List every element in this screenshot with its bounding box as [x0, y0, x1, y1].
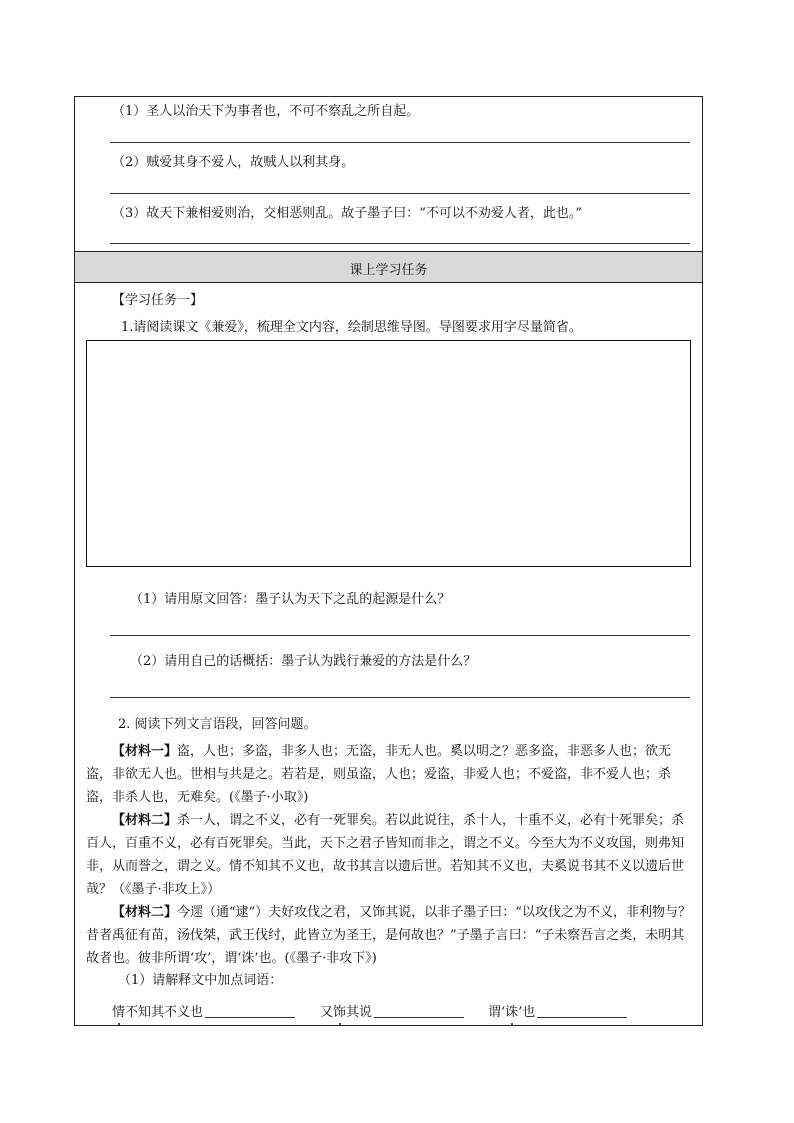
- material-1-text: 盗，人也；多盗，非多人也；无盗，非无人也。奚以明之？恶多盗，非恶多人也；欲无盗，非欲无人也。世相与共是之。若若是，则虽盗，人也；爱盗，非爱人也；不爱盗，非不爱人也；杀盗，非杀人也，无难矣。(《墨子·小取》): [86, 744, 672, 805]
- material-1: [86, 740, 692, 809]
- answer-line-3[interactable]: [110, 243, 690, 244]
- fill-item-1: [112, 1004, 295, 1021]
- fill-item-1-dotted-word: 情: [112, 1005, 126, 1020]
- fill-item-2-after: 其说: [346, 1005, 373, 1020]
- material-1-label: 【材料一】: [112, 744, 178, 759]
- fill-item-2: [320, 1004, 464, 1021]
- fill-blank-1[interactable]: [205, 1004, 295, 1018]
- fill-item-2-dotted-word: 饰: [333, 1005, 347, 1020]
- task1-question-2: （2）请用自己的话概括：墨子认为践行兼爱的方法是什么？: [130, 654, 477, 669]
- task1-instruction: 1.请阅读课文《兼爱》，梳理全文内容，绘制思维导图。导图要求用字尽量简省。: [121, 320, 582, 335]
- material-2-text: 杀一人，谓之不义，必有一死罪矣。若以此说往，杀十人，十重不义，必有十死罪矣；杀百人，百重不义，必有百死罪矣。当此，天下之君子皆知而非之，谓之不义。今至大为不义攻国，则弗知非，从而誉之，谓之义。情不知其不义也，故书其言以遗后世。若知其不义也，夫奚说书其不义以遗后世哉？（《墨子·非攻上》）: [86, 813, 685, 897]
- material-3-text: 今遝（通“逮”）夫好攻伐之君，又饰其说，以非子墨子曰：“以攻伐之为不义，非利物与？昔者禹征有苗，汤伐桀，武王伐纣，此皆立为圣王，是何故也？”子墨子言曰：“子未察吾言之类，未明其故者也。彼非所谓‘攻’，谓‘诛’也。(《墨子·非攻下》): [86, 905, 691, 966]
- task1-label: 【学习任务一】: [112, 293, 204, 308]
- fill-item-3-dotted-word: 诛: [505, 1005, 519, 1020]
- material-3-label: 【材料二】: [112, 905, 178, 920]
- mind-map-box[interactable]: [86, 340, 691, 567]
- material-2-label: 【材料二】: [112, 813, 178, 828]
- fill-item-1-after: 不知其不义也: [125, 1005, 204, 1020]
- fill-item-2-before: 又: [320, 1005, 334, 1020]
- fill-item-3-before: 谓‘: [488, 1005, 506, 1020]
- question-3: （3）故天下兼相爱则治，交相恶则乱。故子墨子曰：“不可以不劝爱人者，此也。”: [112, 206, 583, 221]
- fill-blank-3[interactable]: [537, 1004, 627, 1018]
- question-1: （1）圣人以治天下为事者也，不可不察乱之所自起。: [112, 104, 420, 119]
- material-2: [86, 809, 692, 901]
- material-3: [86, 901, 692, 970]
- question-2: （2）贼爱其身不爱人，故贼人以利其身。: [112, 155, 355, 170]
- task2-instruction: 2. 阅读下列文言语段，回答问题。: [118, 717, 317, 732]
- answer-line-2[interactable]: [110, 193, 690, 194]
- task2-subquestion-1: （1）请解释文中加点词语：: [118, 973, 283, 988]
- task1-question-1: （1）请用原文回答：墨子认为天下之乱的起源是什么？: [130, 592, 451, 607]
- answer-line-5[interactable]: [110, 697, 690, 698]
- fill-item-3-after: ’也: [518, 1005, 536, 1020]
- fill-blank-2[interactable]: [374, 1004, 464, 1018]
- answer-line-1[interactable]: [110, 142, 690, 143]
- section-title: 课上学习任务: [349, 263, 428, 278]
- fill-item-3: [488, 1004, 627, 1021]
- section-header: [75, 251, 702, 283]
- answer-line-4[interactable]: [110, 635, 690, 636]
